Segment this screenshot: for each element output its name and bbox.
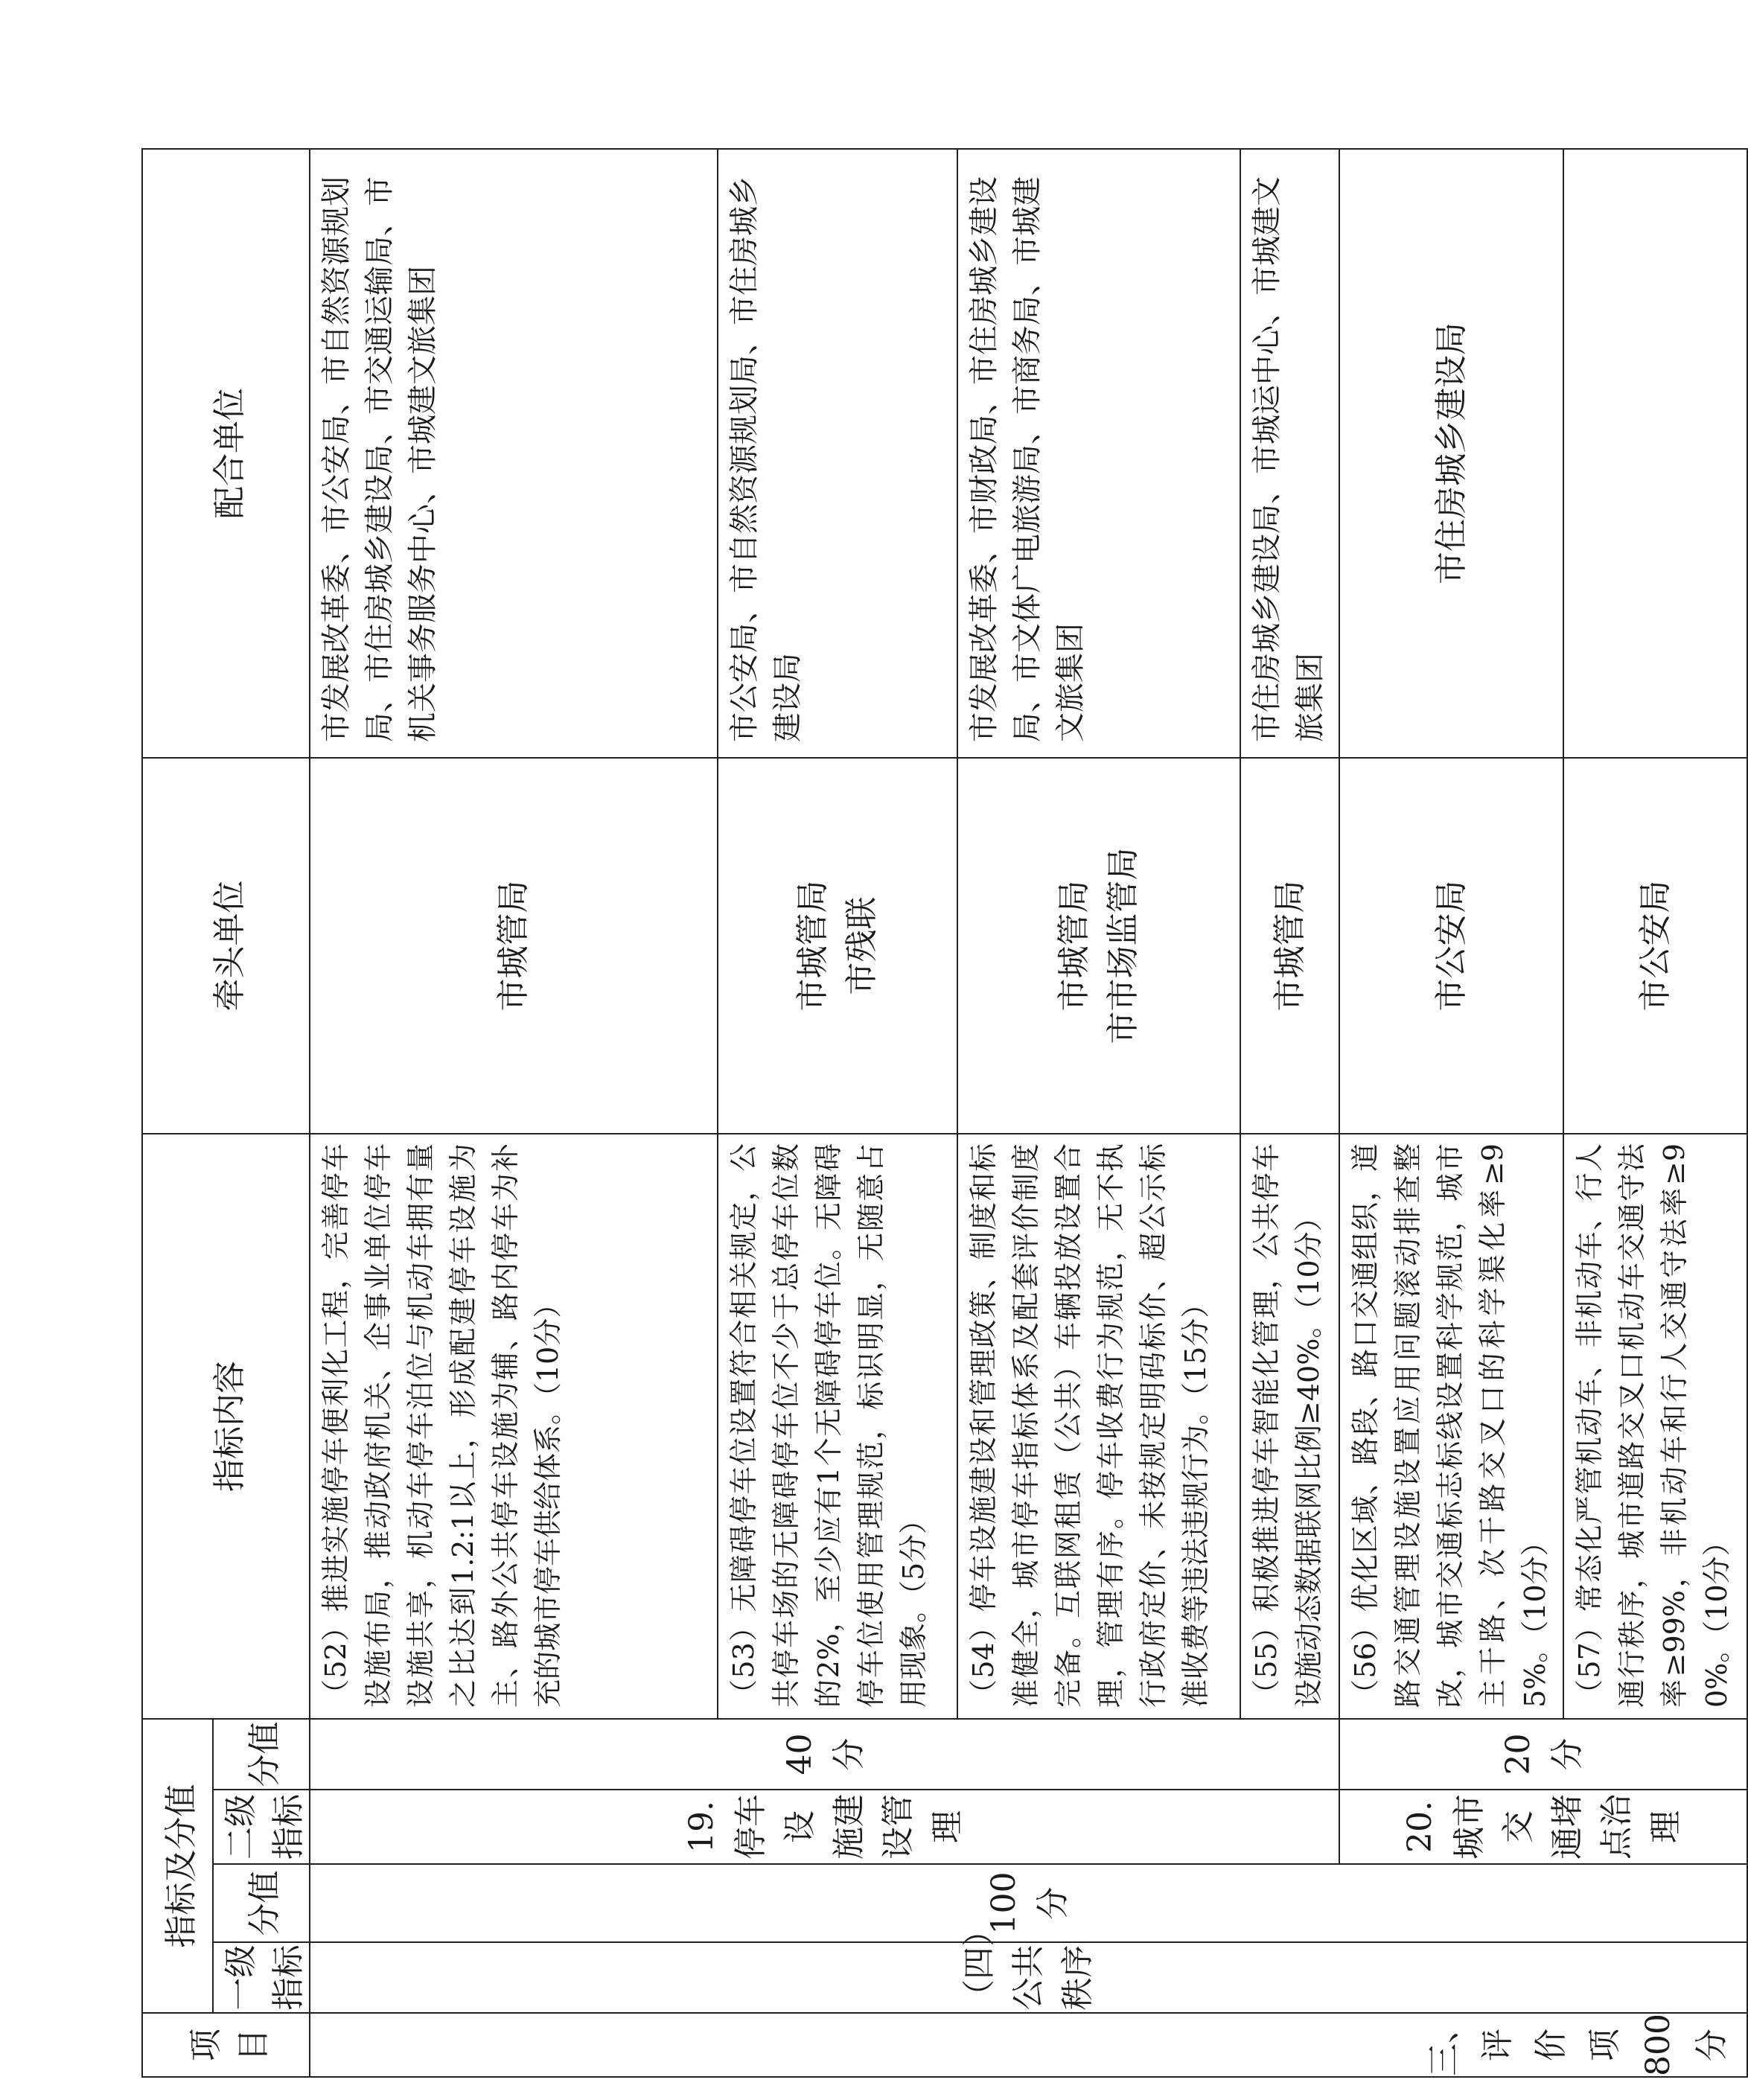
lead-unit-cell [1240, 758, 1339, 1134]
coop-unit-cell: 市发展改革委、市公安局、市自然资源规划局、市住房城乡建设局、市交通运输局、市机关事务服务中心、市城建文旅集团 [310, 149, 718, 758]
indicator-content: （53）无障碍停车位设置符合相关规定，公共停车场的无障碍停车位不少于总停车位数的2%，至少应有1个无障碍停车位。无障碍停车位使用管理规范，标识明显，无随意占用现象。（5分） [718, 1134, 957, 1719]
coop-unit-cell: 市住房城乡建设局、市城运中心、市城建文旅集团 [1240, 149, 1339, 758]
project-line: 三、 [1425, 2011, 1463, 2076]
lead-unit-line: 市城管局 [1055, 880, 1093, 1012]
table-row [1339, 149, 1563, 2077]
lead-unit-cell [718, 758, 957, 1134]
header-project: 项目 [142, 2013, 310, 2077]
header-level2: 二级指标 [213, 1790, 310, 1864]
project-line: 价 [1532, 2029, 1570, 2061]
level2-name-line: 施建设管理 [829, 1794, 966, 1860]
lead-unit-line: 市城管局 [1270, 880, 1309, 1012]
lead-unit-line: 市残联 [843, 896, 881, 995]
indicator-content: （56）优化区域、路段、路口交通组织，道路交通管理设施设置应用问题滚动排查整改，城市交通标志标线设置科学规范，城市主干路、次干路交叉口的科学渠化率≥95%。（10分） [1339, 1134, 1563, 1719]
level2-name-line: 19.停车设 [682, 1794, 819, 1860]
coop-unit-cell [1563, 149, 1747, 758]
coop-unit-cell: 市发展改革委、市财政局、市住房城乡建设局、市文体广电旅游局、市商务局、市城建文旅集团 [957, 149, 1240, 758]
project-line: 项 [1586, 2029, 1624, 2061]
header-level1: 一级指标 [213, 1942, 310, 2013]
project-line: 评 [1479, 2029, 1516, 2061]
header-indicators-scores: 指标及分值 [142, 1719, 213, 2013]
lead-unit-line: 市公安局 [1636, 880, 1674, 1012]
lead-unit-cell [1339, 758, 1563, 1134]
project-score: 800分 [1639, 2014, 1731, 2076]
coop-unit-cell: 市住房城乡建设局 [1339, 149, 1563, 758]
level2-name-line: 20.城市交 [1401, 1794, 1537, 1860]
indicator-table [141, 148, 1748, 2078]
level1-name-line: 公共秩序 [1009, 1944, 1097, 2011]
lead-unit-line: 市城管局 [494, 880, 532, 1012]
indicator-content: （55）积极推进停车智能化管理，公共停车设施动态数据联网比例≥40%。（10分） [1240, 1134, 1339, 1719]
lead-unit-cell [957, 758, 1240, 1134]
level1-score: 100分 [310, 1864, 1747, 1942]
table-row [310, 149, 718, 2077]
header-coop-unit: 配合单位 [142, 149, 310, 758]
level2-name-cell [1339, 1790, 1747, 1864]
level1-name-line: （四） [960, 1914, 998, 2012]
lead-unit-line: 市城管局 [794, 880, 832, 1012]
header-lead-unit: 牵头单位 [142, 758, 310, 1134]
indicator-content: （54）停车设施建设和管理政策、制度和标准健全，城市停车指标体系及配套评价制度完备。互联网租赁（公共）车辆投放设置合理，管理有序。停车收费行为规范，无不执行政府定价、未按规定明码标价、超公示标准收费等违法违规行为。（15分） [957, 1134, 1240, 1719]
lead-unit-cell [1563, 758, 1747, 1134]
level1-name-cell [310, 1914, 1747, 2013]
header-score1: 分值 [213, 1864, 310, 1942]
level2-score: 20分 [1339, 1719, 1747, 1790]
indicator-content: （57）常态化严管机动车、非机动车、行人通行秩序，城市道路交叉口机动车交通守法率≥99%，非机动车和行人交通守法率≥90%。（10分） [1563, 1134, 1747, 1719]
level2-score: 40分 [310, 1719, 1339, 1790]
project-cell [310, 2013, 1747, 2077]
header-content: 指标内容 [142, 1134, 310, 1719]
lead-unit-cell [310, 758, 718, 1134]
level2-name-cell [310, 1790, 1339, 1864]
level2-name-line: 通堵点治理 [1548, 1794, 1685, 1860]
lead-unit-line: 市市场监管局 [1104, 847, 1142, 1044]
coop-unit-cell: 市公安局、市自然资源规划局、市住房城乡建设局 [718, 149, 957, 758]
lead-unit-line: 市公安局 [1432, 880, 1470, 1012]
header-score2: 分值 [213, 1719, 310, 1790]
indicator-content: （52）推进实施停车便利化工程，完善停车设施布局，推动政府机关、企事业单位停车设施共享，机动车停车泊位与机动车拥有量之比达到1.2:1以上，形成配建停车设施为主、路外公共停车设施为辅、路内停车为补充的城市停车供给体系。（10分） [310, 1134, 718, 1719]
